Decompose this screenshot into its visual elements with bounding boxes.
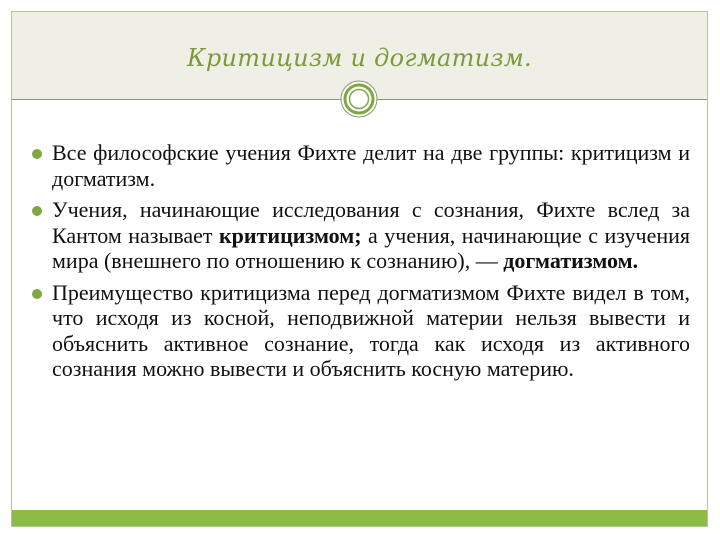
bold-term-criticism: критицизмом;	[219, 222, 362, 248]
bullet-text-part2: а учения, начинающие с изучения мира (внешнего по отношению к сознанию), —	[52, 222, 691, 273]
bullet-text: Все философские учения Фихте делит на две группы: критицизм и догматизм.	[52, 140, 690, 191]
green-dot-bullet-icon	[32, 149, 42, 159]
double-ring-icon	[340, 80, 378, 118]
footer-bar	[12, 510, 707, 526]
bold-term-dogmatism: догматизмом.	[503, 248, 639, 273]
bullet-item-3	[30, 280, 690, 382]
bullet-item-2	[30, 197, 690, 274]
green-dot-bullet-icon	[32, 206, 42, 216]
slide-frame	[11, 11, 708, 527]
slide-content	[30, 140, 690, 388]
bullet-item-1	[30, 140, 690, 191]
bullet-text-part1: Учения, начинающие исследования с сознания, Фихте вслед за Кантом называет	[52, 197, 690, 248]
green-dot-bullet-icon	[32, 289, 42, 299]
bullet-text: Преимущество критицизма перед догматизмом Фихте видел в том, что исходя из косной, неподвижной материи нельзя вывести и объяснить активное сознание, тогда как исходя из активного сознания можно вывести и объяснить косную материю.	[52, 279, 690, 381]
slide-title: Критицизм и догматизм.	[187, 44, 532, 72]
